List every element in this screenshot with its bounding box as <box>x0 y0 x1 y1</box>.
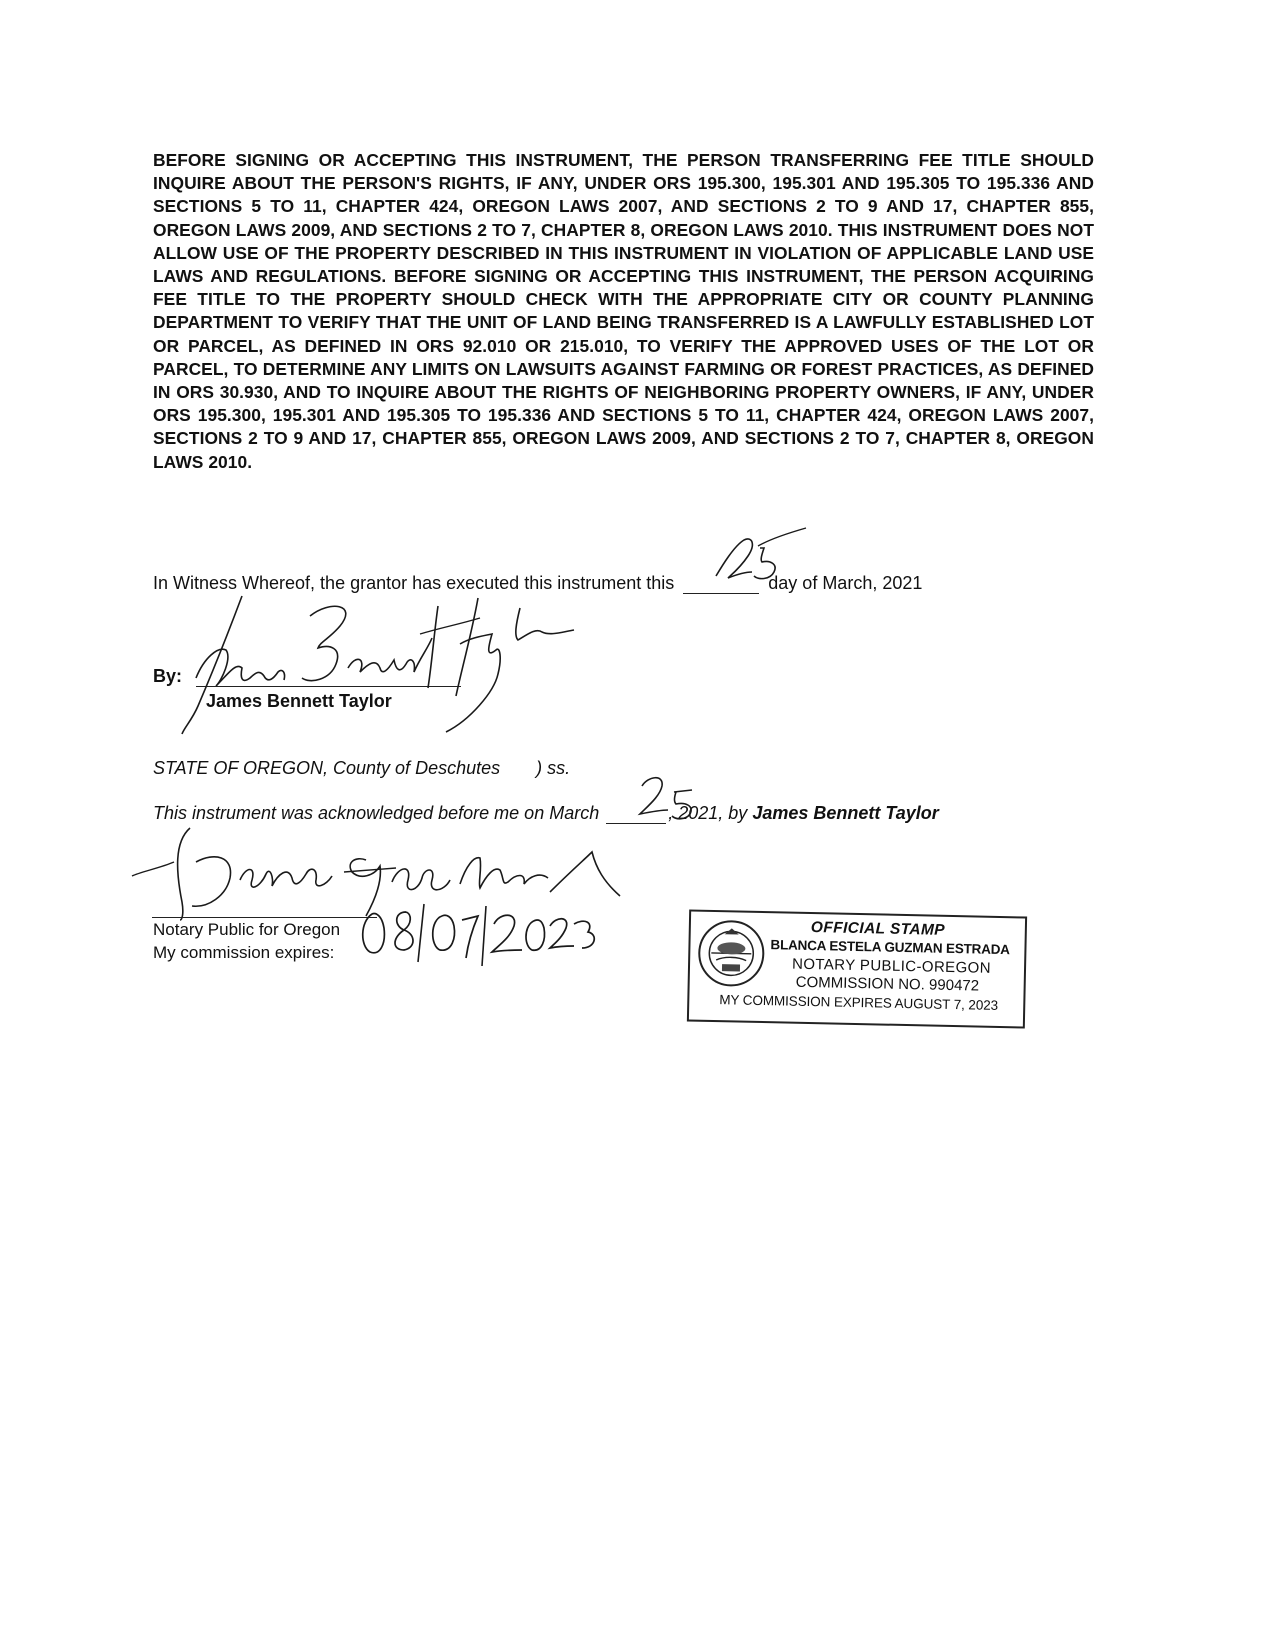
notary-public-label: Notary Public for Oregon <box>153 920 341 939</box>
signer-name: James Bennett Taylor <box>206 691 392 711</box>
venue-statement <box>153 758 570 779</box>
acknowledgment-prefix: This instrument was acknowledged before me on March <box>153 803 600 823</box>
grantor-signature <box>170 588 590 738</box>
notary-signature-line <box>152 917 377 918</box>
oregon-state-seal-icon <box>696 918 767 989</box>
acknowledgment-name: James Bennett Taylor <box>752 803 939 823</box>
land-use-disclosure: BEFORE SIGNING OR ACCEPTING THIS INSTRUMENT, THE PERSON TRANSFERRING FEE TITLE SHOULD INQUIRE ABOUT THE PERSON'S RIGHTS, IF ANY, UNDER ORS 195.300, 195.301 AND 195.305 TO 195.336 AND SECTIONS 5 TO 11, CHAPTER 424, OREGON LAWS 2007, AND SECTIONS 2 TO 9 AND 17, CHAPTER 855, OREGON LAWS 2009, AND SECTIONS 2 TO 7, CHAPTER 8, OREGON LAWS 2010. THIS INSTRUMENT DOES NOT ALLOW USE OF THE PROPERTY DESCRIBED IN THIS INSTRUMENT IN VIOLATION OF APPLICABLE LAND USE LAWS AND REGULATIONS. BEFORE SIGNING OR ACCEPTING THIS INSTRUMENT, THE PERSON ACQUIRING FEE TITLE TO THE PROPERTY SHOULD CHECK WITH THE APPROPRIATE CITY OR COUNTY PLANNING DEPARTMENT TO VERIFY THAT THE UNIT OF LAND BEING TRANSFERRED IS A LAWFULLY ESTABLISHED LOT OR PARCEL, AS DEFINED IN ORS 92.010 OR 215.010, TO VERIFY THE APPROVED USES OF THE LOT OR PARCEL, TO DETERMINE ANY LIMITS ON LAWSUITS AGAINST FARMING OR FOREST PRACTICES, AS DEFINED IN ORS 30.930, AND TO INQUIRE ABOUT THE RIGHTS OF NEIGHBORING PROPERTY OWNERS, IF ANY, UNDER ORS 195.300, 195.301 AND 195.305 TO 195.336 AND SECTIONS 5 TO 11, CHAPTER 424, OREGON LAWS 2007, SECTIONS 2 TO 9 AND 17, CHAPTER 855, OREGON LAWS 2009, AND SECTIONS 2 TO 7, CHAPTER 8, OREGON LAWS 2010. <box>153 150 1094 472</box>
by-label: By: <box>153 666 183 686</box>
witness-clause-prefix: In Witness Whereof, the grantor has executed this instrument this <box>153 573 675 593</box>
witness-clause-suffix: day of March, 2021 <box>768 573 923 593</box>
commission-expires-label: My commission expires: <box>153 943 335 962</box>
stamp-notary-role: NOTARY PUBLIC-OREGON <box>791 955 992 977</box>
handwritten-commission-expiry <box>358 900 598 972</box>
official-notary-stamp <box>687 909 1027 1028</box>
stamp-commission-expiration: MY COMMISSION EXPIRES AUGUST 7, 2023 <box>719 992 999 1013</box>
stamp-title: OFFICIAL STAMP <box>810 919 946 939</box>
handwritten-witness-day <box>712 526 812 586</box>
handwritten-acknowledgment-day <box>634 772 704 824</box>
venue-text: STATE OF OREGON, County of Deschutes <box>153 758 501 778</box>
acknowledgment-statement <box>153 803 939 824</box>
venue-ss: ) ss. <box>536 758 571 778</box>
acknowledgment-middle: , 2021, by <box>668 803 748 823</box>
stamp-commission-number: COMMISSION NO. 990472 <box>795 973 980 995</box>
stamp-notary-name: BLANCA ESTELA GUZMAN ESTRADA <box>770 937 1011 958</box>
